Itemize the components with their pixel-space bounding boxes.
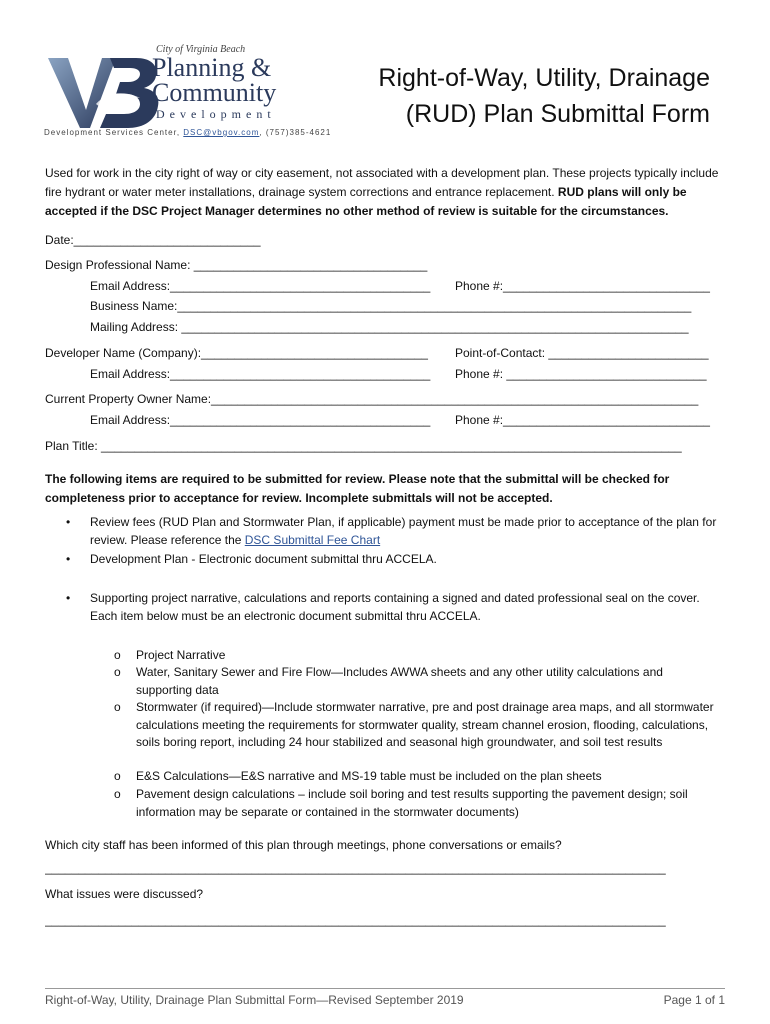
logo-city: City of Virginia Beach	[156, 44, 246, 55]
city-staff-answer-line[interactable]: _____________________________________________________________________________________________	[45, 861, 666, 875]
owner-field[interactable]: Current Property Owner Name:_________________________________________________________________________	[45, 392, 699, 406]
bullet-fees-text: Review fees (RUD Plan and Stormwater Plan, if applicable) payment must be made prior to acceptance of the plan for review. Please reference the	[90, 515, 717, 547]
question-issues: What issues were discussed?	[45, 887, 204, 901]
bullet-supporting-docs: Supporting project narrative, calculations and reports containing a signed and dated professional seal on the cover. Each item below must be an electronic document submittal thru ACCELA.	[90, 591, 700, 623]
city-logo	[44, 44, 334, 144]
design-professional-field[interactable]: Design Professional Name: ___________________________________	[45, 258, 428, 272]
footer-form-name: Right-of-Way, Utility, Drainage Plan Submittal Form—Revised September 2019	[45, 993, 464, 1007]
dev-poc-field[interactable]: Point-of-Contact: ________________________	[455, 346, 709, 360]
logo-contact	[44, 128, 331, 137]
bullet-development-plan: Development Plan - Electronic document submittal thru ACCELA.	[90, 552, 437, 566]
logo-phone: , (757)385-4621	[259, 128, 332, 137]
bullet-fees	[90, 514, 720, 549]
intro-bold: RUD plans will only be accepted if the DSC Project Manager determines no other method of review is suitable for the circumstances.	[45, 185, 687, 218]
fee-chart-link[interactable]: DSC Submittal Fee Chart	[244, 532, 381, 547]
page-footer	[45, 988, 725, 1007]
dp-business-field[interactable]: Business Name:_____________________________________________________________________________	[90, 299, 692, 313]
sub-bullet-glyph: o	[114, 769, 121, 783]
sub-item: Water, Sanitary Sewer and Fire Flow—Includes AWWA sheets and any other utility calculations and supporting data	[136, 665, 663, 697]
date-field[interactable]: Date:____________________________	[45, 233, 261, 247]
developer-field[interactable]: Developer Name (Company):__________________________________	[45, 346, 428, 360]
owner-email-field[interactable]: Email Address:_______________________________________	[90, 413, 431, 427]
sub-item: Project Narrative	[136, 648, 226, 662]
sub-bullet-glyph: o	[114, 665, 121, 679]
sub-bullet-glyph: o	[114, 700, 121, 714]
intro-paragraph	[45, 164, 725, 221]
sub-bullet-glyph: o	[114, 787, 121, 801]
logo-contact-prefix: Development Services Center,	[44, 128, 184, 137]
dp-phone-field[interactable]: Phone #:_______________________________	[455, 279, 710, 293]
page-title	[318, 60, 710, 132]
bullet-glyph: •	[66, 515, 71, 529]
logo-line2: Community	[152, 78, 277, 107]
dp-email-field[interactable]: Email Address:_______________________________________	[90, 279, 431, 293]
sub-item: Pavement design calculations – include soil boring and test results supporting the pavement design; soil information may be separate or contained in the stormwater documents)	[136, 787, 688, 819]
page-number: Page 1 of 1	[663, 993, 725, 1007]
question-city-staff: Which city staff has been informed of this plan through meetings, phone conversations or emails?	[45, 838, 562, 852]
requirements-heading: The following items are required to be submitted for review. Please note that the submittal will be checked for completeness prior to acceptance for review. Incomplete submittals will not be accepted.	[45, 472, 670, 505]
title-line2: (RUD) Plan Submittal Form	[405, 100, 710, 128]
plan-title-field[interactable]: Plan Title: _______________________________________________________________________________________	[45, 439, 682, 453]
sub-item: Stormwater (if required)—Include stormwater narrative, pre and post drainage area maps, and all stormwater calculations meeting the requirements for stormwater quality, stream channel erosion, flooding, calculations, soils boring report, including 24 hour stabilized and seasonal high groundwater, and soil test results	[136, 700, 714, 749]
logo-email-link[interactable]: DSC@vbgov.com	[183, 128, 260, 137]
dev-email-field[interactable]: Email Address:_______________________________________	[90, 367, 431, 381]
dev-phone-field[interactable]: Phone #: ______________________________	[455, 367, 707, 381]
title-line1: Right-of-Way, Utility, Drainage	[378, 64, 710, 92]
issues-answer-line[interactable]: _____________________________________________________________________________________________	[45, 913, 666, 927]
sub-bullet-glyph: o	[114, 648, 121, 662]
dp-mailing-field[interactable]: Mailing Address: ____________________________________________________________________________	[90, 320, 689, 334]
logo-line1: Planning &	[152, 53, 272, 82]
bullet-glyph: •	[66, 552, 71, 566]
intro-text: Used for work in the city right of way or city easement, not associated with a development plan. These projects typically include fire hydrant or water meter installations, drainage system corrections and entrance replacement.	[45, 166, 719, 199]
bullet-glyph: •	[66, 591, 71, 605]
owner-phone-field[interactable]: Phone #:_______________________________	[455, 413, 710, 427]
logo-line3: Development	[156, 107, 276, 121]
sub-item: E&S Calculations—E&S narrative and MS-19 table must be included on the plan sheets	[136, 769, 602, 783]
